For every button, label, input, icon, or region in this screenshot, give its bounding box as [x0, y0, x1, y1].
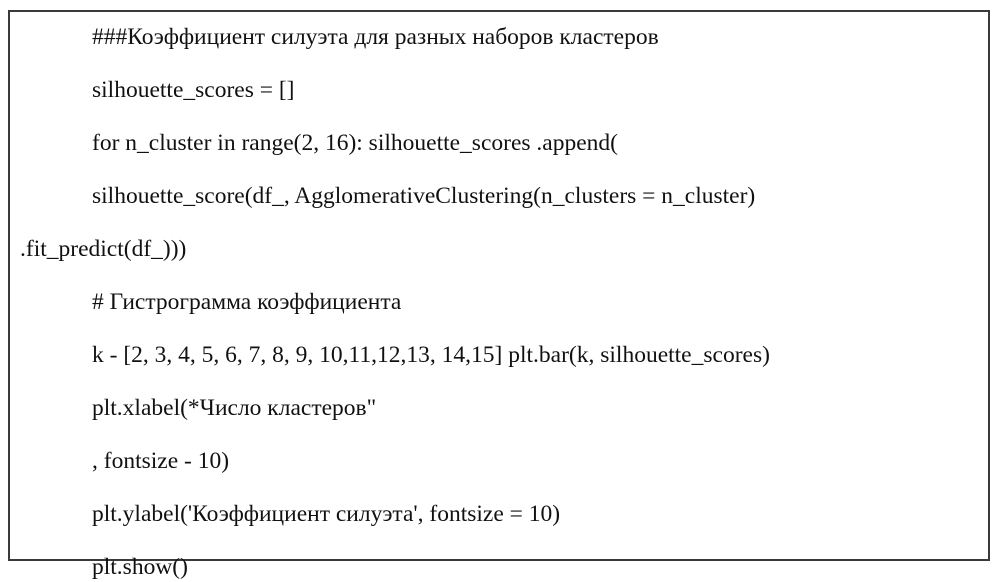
code-line-for-loop: for n_cluster in range(2, 16): silhouette_scores .append(: [92, 130, 618, 156]
code-line-show: plt.show(): [92, 554, 188, 580]
code-line-fit-predict: .fit_predict(df_))): [20, 236, 187, 262]
code-line-comment-title: ###Коэффициент силуэта для разных наборов кластеров: [92, 24, 659, 50]
code-block-frame: [8, 10, 990, 580]
code-line-k-and-bar: k - [2, 3, 4, 5, 6, 7, 8, 9, 10,11,12,13, 14,15] plt.bar(k, silhouette_scores): [92, 342, 770, 368]
code-line-ylabel: plt.ylabel('Коэффициент силуэта', fontsize = 10): [92, 501, 561, 527]
code-line-comment-histogram: # Гистрограмма коэффициента: [92, 289, 402, 315]
code-line-silhouette-score: silhouette_score(df_, AgglomerativeClustering(n_clusters = n_cluster): [92, 183, 756, 209]
code-line-xlabel-fontsize: , fontsize - 10): [92, 448, 230, 474]
code-line-xlabel: plt.xlabel(*Число кластеров": [92, 395, 377, 421]
code-line-scores-init: silhouette_scores = []: [92, 77, 295, 103]
